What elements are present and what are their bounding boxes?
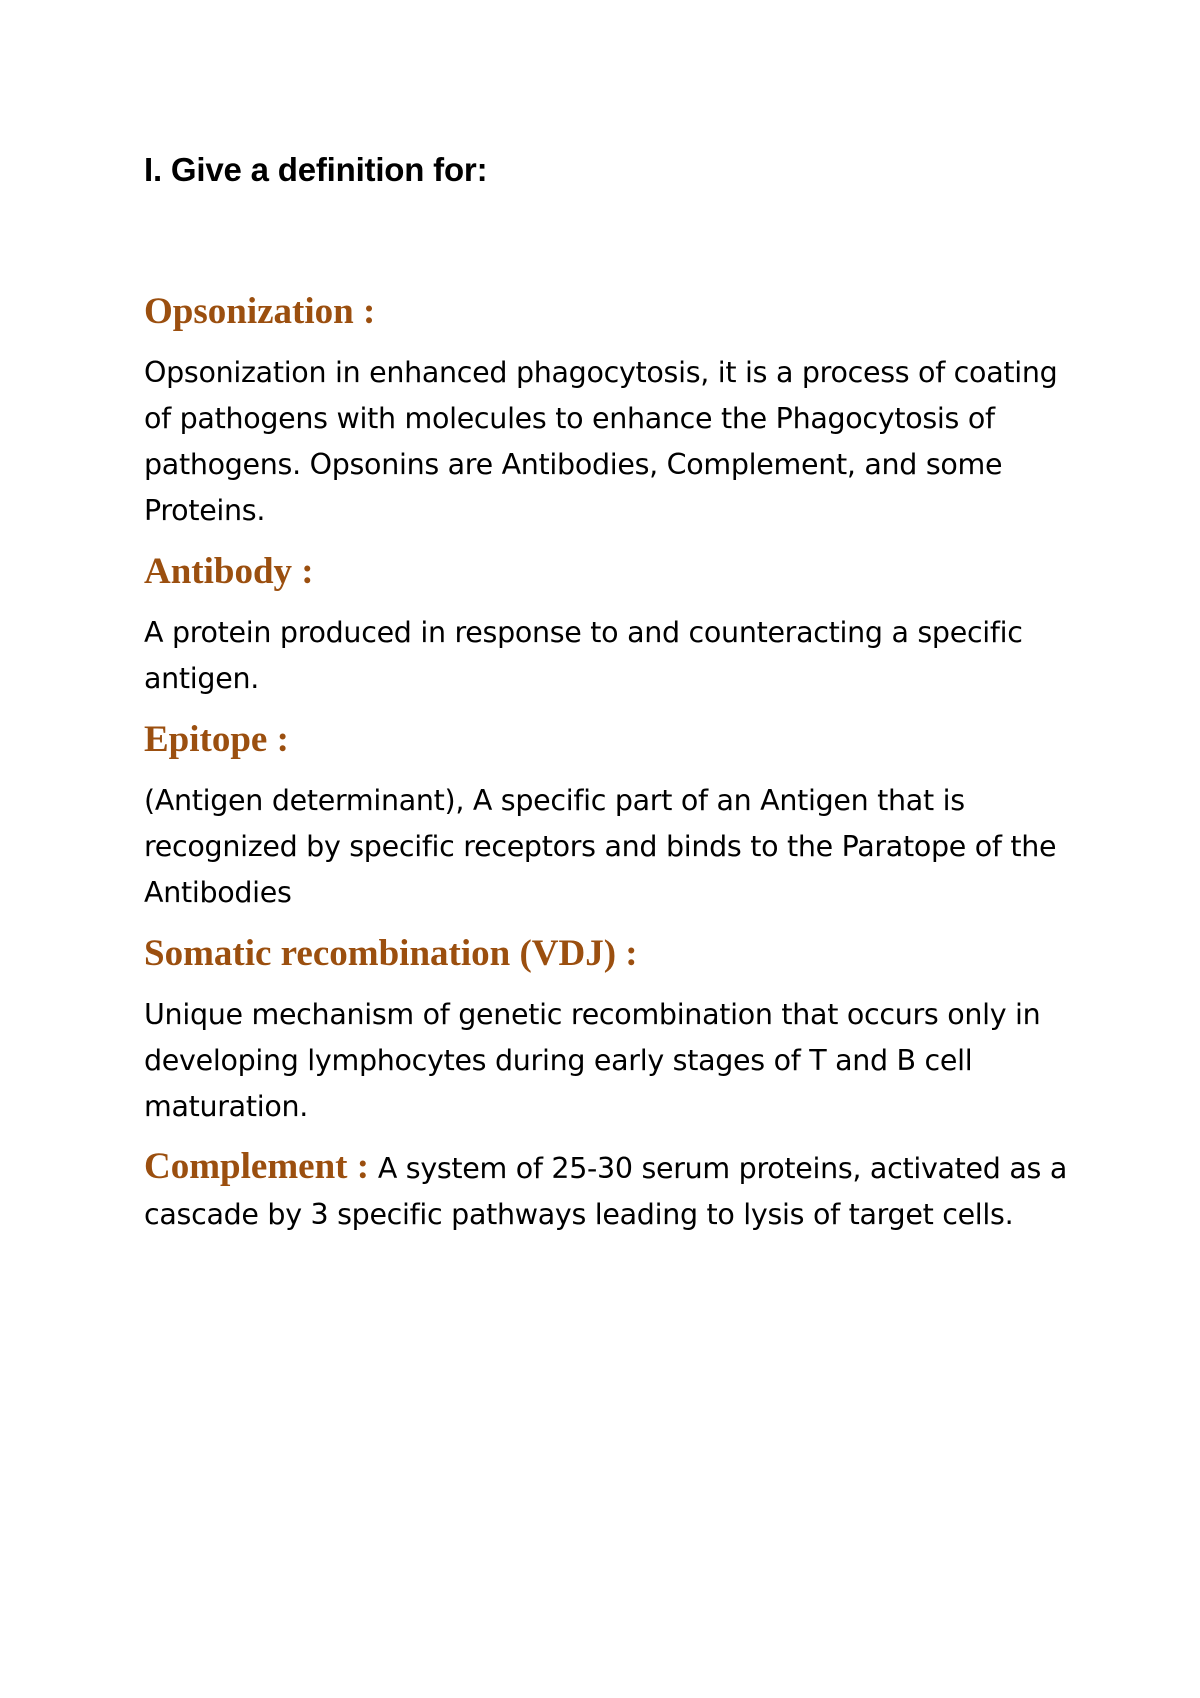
term-somatic-recombination: Somatic recombination (VDJ) :	[144, 933, 638, 974]
term-complement: Complement :	[144, 1146, 370, 1187]
definition-text-epitope: (Antigen determinant), A specific part of an Antigen that is recognized by specific receptors and binds to the Paratope of the Antibodies	[144, 784, 1057, 909]
document-content	[144, 148, 1084, 1252]
term-antibody: Antibody :	[144, 551, 314, 592]
term-opsonization: Opsonization :	[144, 291, 376, 332]
definition-paragraph-complement	[144, 1144, 1084, 1238]
definition-somatic-recombination	[144, 930, 1084, 1130]
definition-text-antibody: A protein produced in response to and counteracting a specific antigen.	[144, 616, 1023, 695]
term-epitope: Epitope :	[144, 719, 289, 760]
definition-text-complement: A system of 25-30 serum proteins, activated as a cascade by 3 specific pathways leading to lysis of target cells.	[144, 1152, 1067, 1231]
definition-epitope	[144, 716, 1084, 916]
definition-antibody	[144, 548, 1084, 702]
section-heading: I. Give a definition for:	[144, 151, 488, 188]
definition-complement	[144, 1144, 1084, 1238]
definition-opsonization	[144, 288, 1084, 534]
definition-text-somatic-recombination: Unique mechanism of genetic recombination that occurs only in developing lymphocytes during early stages of T and B cell maturation.	[144, 998, 1041, 1123]
definition-text-opsonization: Opsonization in enhanced phagocytosis, it is a process of coating of pathogens with molecules to enhance the Phagocytosis of pathogens. Opsonins are Antibodies, Complement, and some Proteins.	[144, 356, 1058, 527]
